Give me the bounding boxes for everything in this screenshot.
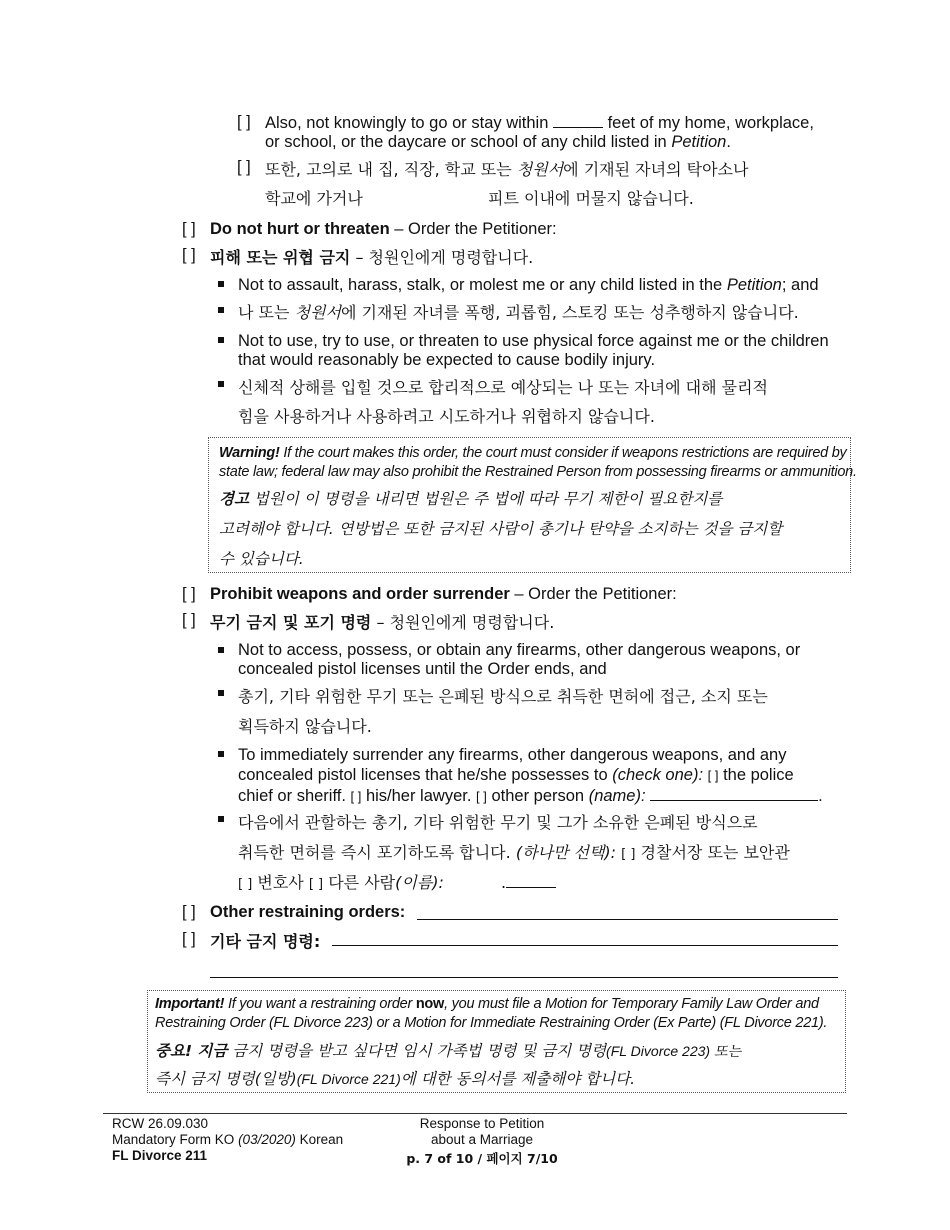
weapons-heading-en: Prohibit weapons and order surrender – Order the Petitioner: xyxy=(210,585,677,603)
warning-en-line-2: state law; federal law may also prohibit the Restrained Person from possessing firearms or ammunition. xyxy=(219,464,857,480)
warning-en-line-1: Warning! If the court makes this order, the court must consider if weapons restrictions are required by xyxy=(219,445,847,461)
weapons-bullet-1-en-1: Not to access, possess, or obtain any firearms, other dangerous weapons, or xyxy=(238,641,801,659)
checkbox[interactable]: [ ] xyxy=(182,611,196,629)
weapons-warning-box xyxy=(208,437,857,573)
weapons-bullet-2-en-3: chief or sheriff. [ ] his/her lawyer. [ ] other person (name): . xyxy=(238,787,823,805)
weapons-bullet-1-ko-1: 총기, 기타 위험한 무기 또는 은폐된 방식으로 취득한 면허에 접근, 소지 또는 xyxy=(238,687,768,706)
checkbox[interactable]: [ ] xyxy=(621,847,636,862)
bullet xyxy=(218,751,224,757)
stay-away-en-line-2: or school, or the daycare or school of any child listed in Petition. xyxy=(265,133,731,151)
weapons-heading-ko: 무기 금지 및 포기 명령 – 청원인에게 명령합니다. xyxy=(210,613,555,632)
hurt-heading-ko: 피해 또는 위협 금지 – 청원인에게 명령합니다. xyxy=(210,248,534,267)
bullet xyxy=(218,307,224,313)
form-id: FL Divorce 211 xyxy=(112,1148,208,1163)
bullet xyxy=(218,337,224,343)
bullet xyxy=(218,816,224,822)
other-orders-label-ko: 기타 금지 명령: xyxy=(210,932,321,951)
statute-reference: RCW 26.09.030 xyxy=(112,1116,209,1131)
hurt-heading-en: Do not hurt or threaten – Order the Petitioner: xyxy=(210,220,557,238)
bullet xyxy=(218,647,224,653)
checkbox[interactable]: [ ] xyxy=(308,877,324,892)
checkbox[interactable]: [ ] xyxy=(350,789,362,804)
weapons-bullet-2-ko-1: 다음에서 관할하는 총기, 기타 위험한 무기 및 그가 소유한 은폐된 방식으로 xyxy=(238,813,758,832)
other-orders-field-ko[interactable] xyxy=(332,945,838,946)
footer-center xyxy=(402,1116,562,1167)
bullet xyxy=(218,281,224,287)
other-person-name-field[interactable] xyxy=(650,786,818,801)
stay-away-ko-line-2a: 학교에 가거나 xyxy=(265,189,363,208)
warning-ko-line-3: 수 있습니다. xyxy=(219,550,304,568)
checkbox[interactable]: [ ] xyxy=(238,877,253,892)
korean-name-field[interactable] xyxy=(506,873,556,888)
checkbox[interactable]: [ ] xyxy=(707,768,719,783)
checkbox[interactable]: [ ] xyxy=(182,220,196,238)
important-en-line-1: Important! If you want a restraining order now, you must file a Motion for Temporary Family Law Order and xyxy=(155,996,819,1012)
weapons-bullet-2-ko-3: [ ] 변호사 [ ] 다른 사람(이름): . xyxy=(238,870,556,893)
form-title-2: about a Marriage xyxy=(430,1132,534,1147)
checkbox[interactable]: [ ] xyxy=(237,113,251,131)
checkbox[interactable]: [ ] xyxy=(237,158,251,176)
important-ko-line-1: 중요! 지금 금지 명령을 받고 싶다면 임시 가족법 명령 및 금지 명령(FL Divorce 223) 또는 xyxy=(155,1042,741,1060)
other-orders-field-en[interactable] xyxy=(417,919,838,920)
hurt-bullet-2-en-2: that would reasonably be expected to cause bodily injury. xyxy=(238,351,656,369)
checkbox[interactable]: [ ] xyxy=(182,903,196,921)
checkbox[interactable]: [ ] xyxy=(476,789,487,804)
footer-left xyxy=(112,1116,343,1164)
hurt-bullet-1-ko: 나 또는 청원서에 기재된 자녀를 폭행, 괴롭힘, 스토킹 또는 성추행하지 않습니다. xyxy=(238,303,799,322)
weapons-bullet-2-en-2: concealed pistol licenses that he/she possesses to (check one): [ ] the police xyxy=(238,766,794,784)
warning-ko-line-2: 고려해야 합니다. 연방법은 또한 금지된 사람이 총기나 탄약을 소지하는 것을 금지할 xyxy=(219,520,783,538)
bullet xyxy=(218,690,224,696)
other-orders-label-en: Other restraining orders: xyxy=(210,903,406,921)
stay-away-ko-line-2b: 피트 이내에 머물지 않습니다. xyxy=(488,189,694,208)
stay-away-ko-line-1: 또한, 고의로 내 집, 직장, 학교 또는 청원서에 기재된 자녀의 탁아소나 xyxy=(265,160,749,179)
form-version: Mandatory Form KO (03/2020) Korean xyxy=(112,1132,344,1147)
other-orders-extra-line[interactable] xyxy=(210,977,838,978)
feet-blank[interactable] xyxy=(553,113,603,128)
stay-away-en-line-1: Also, not knowingly to go or stay within feet of my home, workplace, xyxy=(265,114,814,132)
hurt-bullet-2-ko-2: 힘을 사용하거나 사용하려고 시도하거나 위협하지 않습니다. xyxy=(238,407,655,426)
bullet xyxy=(218,381,224,387)
weapons-bullet-1-ko-2: 획득하지 않습니다. xyxy=(238,717,372,736)
weapons-bullet-2-en-1: To immediately surrender any firearms, other dangerous weapons, and any xyxy=(238,746,787,764)
checkbox[interactable]: [ ] xyxy=(182,585,196,603)
hurt-bullet-2-ko-1: 신체적 상해를 입힐 것으로 합리적으로 예상되는 나 또는 자녀에 대해 물리적 xyxy=(238,378,768,397)
page-number: p. 7 of 10 / 페이지 7/10 xyxy=(406,1151,558,1166)
footer-divider xyxy=(103,1113,847,1114)
weapons-bullet-1-en-2: concealed pistol licenses until the Order ends, and xyxy=(238,660,607,678)
form-title-1: Response to Petition xyxy=(419,1116,545,1131)
warning-ko-line-1: 경고 법원이 이 명령을 내리면 법원은 주 법에 따라 무기 제한이 필요한지를 xyxy=(219,490,723,508)
important-en-line-2: Restraining Order (FL Divorce 223) or a Motion for Immediate Restraining Order (Ex Parte) (FL Divorce 221). xyxy=(155,1015,828,1031)
hurt-bullet-2-en-1: Not to use, try to use, or threaten to use physical force against me or the children xyxy=(238,332,829,350)
checkbox[interactable]: [ ] xyxy=(182,930,196,948)
weapons-bullet-2-ko-2: 취득한 면허를 즉시 포기하도록 합니다. (하나만 선택): [ ] 경찰서장 또는 보안관 xyxy=(238,843,790,862)
important-notice-box xyxy=(147,990,846,1093)
checkbox[interactable]: [ ] xyxy=(182,246,196,264)
hurt-bullet-1-en: Not to assault, harass, stalk, or molest me or any child listed in the Petition; and xyxy=(238,276,819,294)
important-ko-line-2: 즉시 금지 명령(일방)(FL Divorce 221)에 대한 동의서를 제출해야 합니다. xyxy=(155,1070,636,1088)
